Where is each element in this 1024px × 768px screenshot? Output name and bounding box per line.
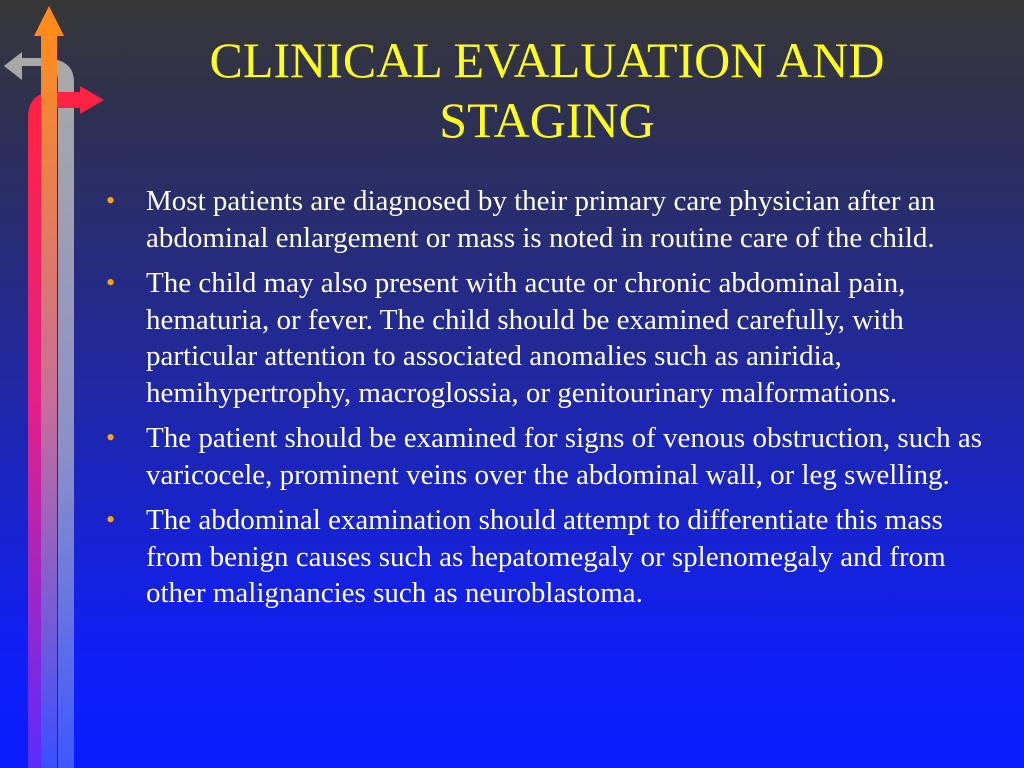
title-line-2: STAGING bbox=[439, 92, 655, 148]
title-line-1: CLINICAL EVALUATION AND bbox=[209, 32, 885, 88]
bullet-item bbox=[106, 265, 986, 411]
bullet-item bbox=[106, 183, 986, 256]
slide-title bbox=[110, 30, 984, 150]
bullet-text: The child may also present with acute or chronic abdominal pain, hematuria, or fever. The child should be examined carefully, with particular attention to associated anomalies such as aniridia, hemihypertrophy, macroglossia, or genitourinary malformations. bbox=[146, 267, 906, 409]
bullet-item bbox=[106, 502, 986, 612]
bullet-icon: • bbox=[106, 268, 116, 297]
bullet-text: The abdominal examination should attempt to differentiate this mass from benign causes such as hepatomegaly or splenomegaly and from other malignancies such as neuroblastoma. bbox=[146, 504, 946, 609]
bullet-item bbox=[106, 420, 986, 493]
bullet-icon: • bbox=[106, 423, 116, 452]
bullet-icon: • bbox=[106, 505, 116, 534]
bullet-list bbox=[106, 183, 986, 621]
bullet-text: Most patients are diagnosed by their primary care physician after an abdominal enlargement or mass is noted in routine care of the child. bbox=[146, 185, 936, 254]
decorative-arrows bbox=[0, 0, 110, 768]
bullet-icon: • bbox=[106, 186, 116, 215]
bullet-text: The patient should be examined for signs of venous obstruction, such as varicocele, prominent veins over the abdominal wall, or leg swelling. bbox=[146, 422, 983, 491]
